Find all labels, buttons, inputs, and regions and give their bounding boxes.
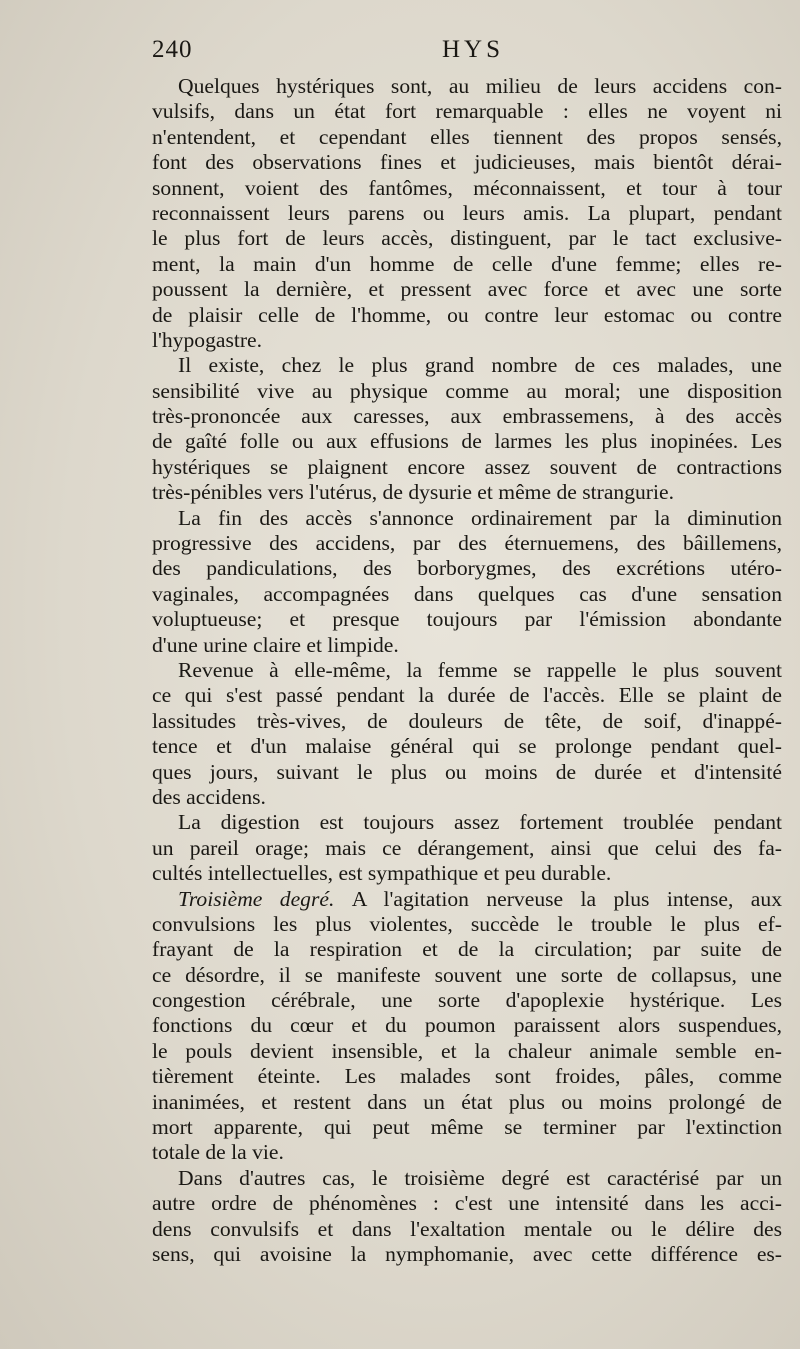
page-header — [152, 36, 782, 70]
text-line — [152, 734, 782, 759]
text-line — [152, 887, 782, 912]
text-line — [152, 760, 782, 785]
line-text: La fin des accès s'annonce ordinairement par la diminution — [178, 505, 782, 530]
text-line — [152, 1166, 782, 1191]
text-line — [152, 1064, 782, 1089]
line-text: autre ordre de phénomènes : c'est une intensité dans les acci- — [152, 1191, 782, 1216]
line-text: sensibilité vive au physique comme au moral; une disposition — [152, 378, 782, 403]
page-number: 240 — [152, 36, 193, 63]
line-text: très-pénibles vers l'utérus, de dysurie et même de strangurie. — [152, 480, 674, 505]
line-text: ce désordre, il se manifeste souvent une sorte de collapsus, une — [152, 962, 782, 987]
text-line — [152, 709, 782, 734]
text-line — [152, 125, 782, 150]
text-line — [152, 1242, 782, 1267]
text-line — [152, 226, 782, 251]
line-text: n'entendent, et cependant elles tiennent des propos sensés, — [152, 124, 782, 149]
text-line — [152, 1217, 782, 1242]
line-text: congestion cérébrale, une sorte d'apoplexie hystérique. Les — [152, 988, 782, 1013]
body-text — [152, 74, 782, 1267]
line-text: Il existe, chez le plus grand nombre de ces malades, une — [178, 353, 782, 378]
text-line — [152, 429, 782, 454]
text-line — [152, 836, 782, 861]
line-text: sonnent, voient des fantômes, méconnaissent, et tour à tour — [152, 175, 782, 200]
text-line — [152, 785, 782, 810]
line-text: ment, la main d'un homme de celle d'une femme; elles re- — [152, 251, 782, 276]
line-text: frayant de la respiration et de la circulation; par suite de — [152, 937, 782, 962]
text-line — [152, 1191, 782, 1216]
text-line — [152, 1115, 782, 1140]
section-heading-italic: Troisième degré. — [178, 886, 352, 911]
line-text: hystériques se plaignent encore assez souvent de contractions — [152, 454, 782, 479]
text-line — [152, 937, 782, 962]
text-line — [152, 810, 782, 835]
text-line — [152, 455, 782, 480]
line-text: lassitudes très-vives, de douleurs de tête, de soif, d'inappé- — [152, 708, 782, 733]
text-line — [152, 912, 782, 937]
line-text: progressive des accidens, par des éternuemens, des bâillemens, — [152, 531, 782, 556]
line-text: mort apparente, qui peut même se terminer par l'extinction — [152, 1115, 782, 1140]
line-text: tence et d'un malaise général qui se prolonge pendant quel- — [152, 734, 782, 759]
line-text: inanimées, et restent dans un état plus ou moins prolongé de — [152, 1089, 782, 1114]
text-line — [152, 99, 782, 124]
text-line — [152, 277, 782, 302]
line-text: Quelques hystériques sont, au milieu de leurs accidens con- — [178, 74, 782, 98]
text-line — [152, 201, 782, 226]
line-text: A l'agitation nerveuse la plus intense, aux — [351, 886, 782, 911]
text-line — [152, 74, 782, 99]
line-text: des accidens. — [152, 784, 266, 809]
text-line — [152, 176, 782, 201]
text-line — [152, 633, 782, 658]
line-text: poussent la dernière, et pressent avec force et avec une sorte — [152, 277, 782, 302]
line-text: fonctions du cœur et du poumon paraissent alors suspendues, — [152, 1013, 782, 1038]
line-text: cultés intellectuelles, est sympathique et peu durable. — [152, 861, 612, 886]
running-head: HYS — [442, 36, 505, 63]
line-text: l'hypogastre. — [152, 327, 263, 352]
line-text: le pouls devient insensible, et la chaleur animale semble en- — [152, 1038, 782, 1063]
line-text: voluptueuse; et presque toujours par l'émission abondante — [152, 607, 782, 632]
text-line — [152, 1090, 782, 1115]
line-text: totale de la vie. — [152, 1140, 284, 1165]
line-text: un pareil orage; mais ce dérangement, ainsi que celui des fa- — [152, 835, 782, 860]
line-text: convulsions les plus violentes, succède le trouble le plus ef- — [152, 911, 782, 936]
line-text: de plaisir celle de l'homme, ou contre leur estomac ou contre — [152, 302, 782, 327]
text-line — [152, 582, 782, 607]
line-text: ques jours, suivant le plus ou moins de durée et d'intensité — [152, 759, 782, 784]
text-line — [152, 328, 782, 353]
line-text: sens, qui avoisine la nymphomanie, avec cette différence es- — [152, 1241, 782, 1266]
line-text: dens convulsifs et dans l'exaltation mentale ou le délire des — [152, 1216, 782, 1241]
line-text: ce qui s'est passé pendant la durée de l'accès. Elle se plaint de — [152, 683, 782, 708]
text-line — [152, 531, 782, 556]
line-text: des pandiculations, des borborygmes, des excrétions utéro- — [152, 556, 782, 581]
text-line — [152, 683, 782, 708]
text-line — [152, 556, 782, 581]
text-line — [152, 861, 782, 886]
text-line — [152, 303, 782, 328]
line-text: Revenue à elle-même, la femme se rappelle le plus souvent — [178, 657, 782, 682]
text-line — [152, 379, 782, 404]
text-line — [152, 988, 782, 1013]
text-line — [152, 963, 782, 988]
text-line — [152, 353, 782, 378]
text-line — [152, 1039, 782, 1064]
line-text: le plus fort de leurs accès, distinguent, par le tact exclusive- — [152, 226, 782, 251]
text-line — [152, 404, 782, 429]
line-text: reconnaissent leurs parens ou leurs amis. La plupart, pendant — [152, 200, 782, 225]
line-text: vulsifs, dans un état fort remarquable : elles ne voyent ni — [152, 99, 782, 124]
text-line — [152, 658, 782, 683]
line-text: font des observations fines et judicieuses, mais bientôt dérai- — [152, 150, 782, 175]
line-text: La digestion est toujours assez fortement troublée pendant — [178, 810, 782, 835]
text-line — [152, 252, 782, 277]
line-text: Dans d'autres cas, le troisième degré est caractérisé par un — [178, 1165, 782, 1190]
text-line — [152, 480, 782, 505]
line-text: vaginales, accompagnées dans quelques cas d'une sensation — [152, 581, 782, 606]
line-text: très-prononcée aux caresses, aux embrassemens, à des accès — [152, 404, 782, 429]
line-text: tièrement éteinte. Les malades sont froides, pâles, comme — [152, 1064, 782, 1089]
text-line — [152, 150, 782, 175]
line-text: d'une urine claire et limpide. — [152, 632, 399, 657]
text-line — [152, 1140, 782, 1165]
text-line — [152, 506, 782, 531]
text-line — [152, 607, 782, 632]
text-line — [152, 1013, 782, 1038]
line-text: de gaîté folle ou aux effusions de larmes les plus inopinées. Les — [152, 429, 782, 454]
